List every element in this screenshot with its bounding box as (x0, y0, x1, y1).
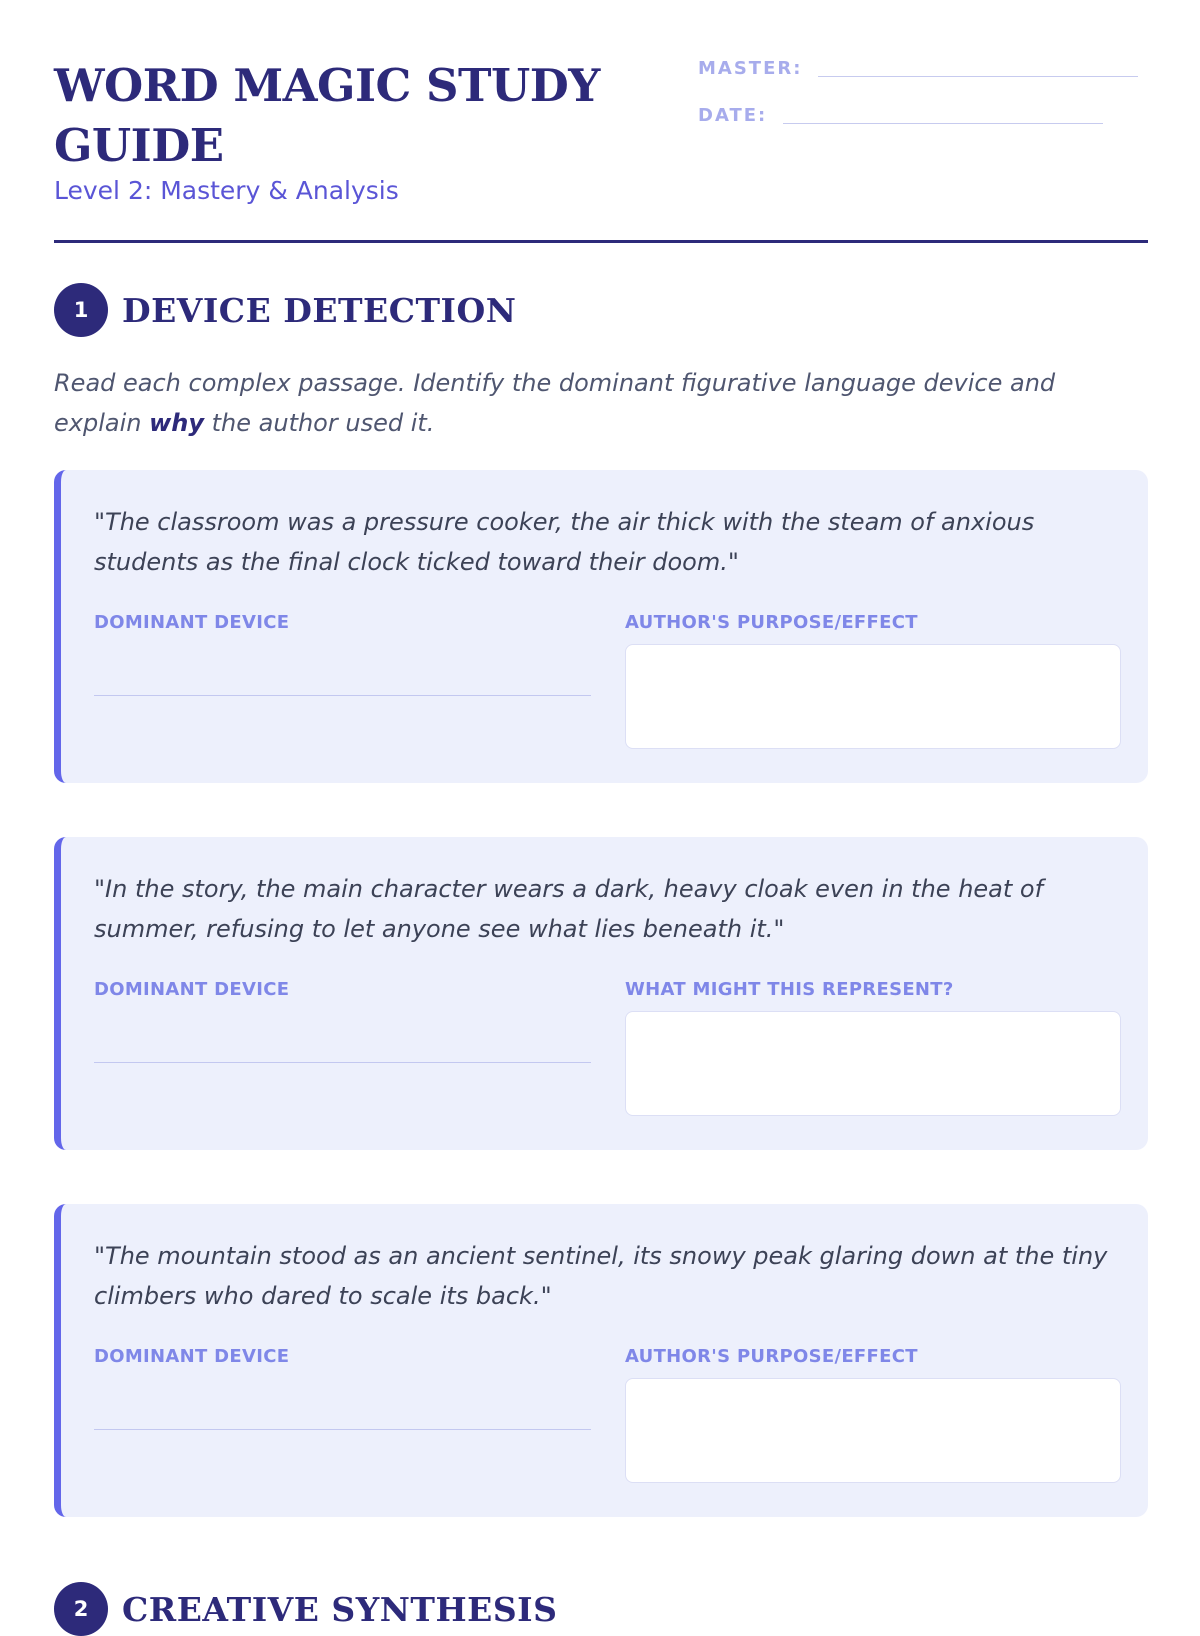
purpose-label: AUTHOR'S PURPOSE/EFFECT (625, 1346, 918, 1367)
section-title: DEVICE DETECTION (122, 290, 517, 330)
study-guide-page (54, 0, 1148, 1629)
date-label: DATE: (698, 105, 768, 126)
page-header (54, 56, 1148, 242)
device-label: DOMINANT DEVICE (94, 1346, 290, 1367)
page-title: WORD MAGIC STUDY GUIDE (54, 59, 600, 172)
section-number-badge: 1 (54, 283, 108, 337)
purpose-answer-box[interactable] (625, 1378, 1121, 1483)
header-divider (54, 240, 1148, 243)
device-answer-line[interactable] (94, 1429, 591, 1430)
represent-label: WHAT MIGHT THIS REPRESENT? (625, 979, 954, 1000)
page-subtitle: Level 2: Mastery & Analysis (54, 176, 399, 205)
section-title: CREATIVE SYNTHESIS (122, 1589, 558, 1629)
passage-quote: "In the story, the main character wears a dark, heavy cloak even in the heat of summer, refusing to let anyone see what lies beneath it." (94, 875, 1044, 943)
master-field (698, 58, 1138, 79)
instructions-emphasis: why (149, 409, 204, 437)
passage-card (54, 837, 1148, 1150)
date-input-line[interactable] (783, 122, 1103, 124)
purpose-label: AUTHOR'S PURPOSE/EFFECT (625, 612, 918, 633)
device-answer-line[interactable] (94, 1062, 591, 1063)
master-input-line[interactable] (818, 75, 1138, 77)
section-number-badge: 2 (54, 1582, 108, 1636)
master-label: MASTER: (698, 58, 803, 79)
passage-card (54, 470, 1148, 783)
passage-quote: "The classroom was a pressure cooker, the air thick with the steam of anxious students as the final clock ticked toward their doom." (94, 508, 1035, 576)
represent-answer-box[interactable] (625, 1011, 1121, 1116)
instructions-text-start: Read each complex passage. Identify the dominant figurative language device and explain (54, 369, 1056, 437)
instructions-text-end: the author used it. (204, 409, 435, 437)
section-instructions (54, 363, 1148, 443)
date-field (698, 105, 1103, 126)
device-label: DOMINANT DEVICE (94, 979, 290, 1000)
section-2-heading (54, 1582, 557, 1636)
purpose-answer-box[interactable] (625, 644, 1121, 749)
device-answer-line[interactable] (94, 695, 591, 696)
section-1-heading (54, 283, 516, 337)
passage-quote: "The mountain stood as an ancient sentinel, its snowy peak glaring down at the tiny climbers who dared to scale its back." (94, 1242, 1108, 1310)
device-label: DOMINANT DEVICE (94, 612, 290, 633)
passage-card (54, 1204, 1148, 1517)
